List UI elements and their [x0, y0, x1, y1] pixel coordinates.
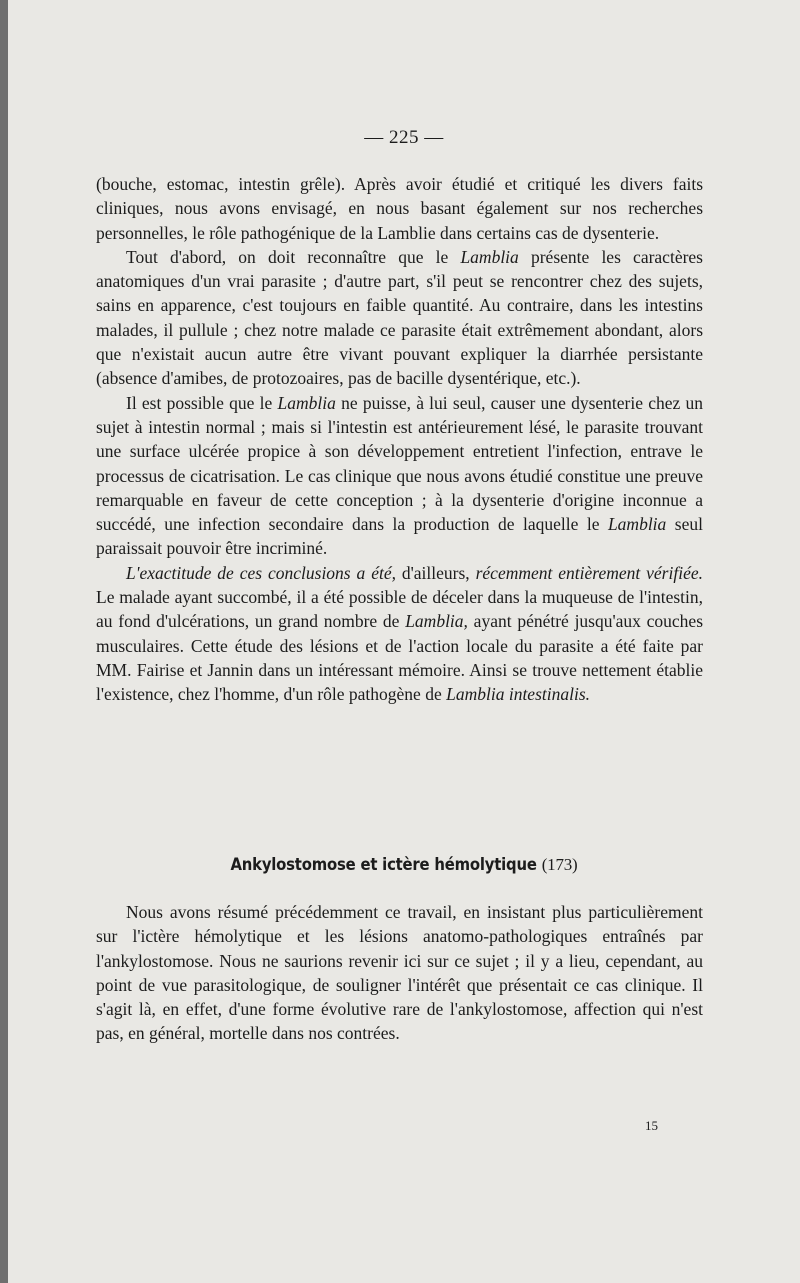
paragraph-4-text-d: Le malade ayant succombé, il a été possible de déceler dans la muqueuse de l'intestin, au fond d'ulcérations, un grand nombre de	[96, 587, 703, 632]
paragraph-3-italic-lamblia-2: Lamblia	[607, 514, 667, 535]
paragraph-4-italic-lamblia: Lamblia,	[405, 611, 468, 632]
paragraph-4-text-b: d'ailleurs,	[395, 562, 476, 583]
paragraph-4-italic-exactitude: L'exactitude de ces conclusions a été,	[126, 562, 396, 583]
paragraph-2-italic-lamblia: Lamblia	[460, 246, 519, 267]
paragraph-3	[96, 391, 703, 561]
paragraph-3-text-a: Il est possible que le	[126, 392, 278, 413]
section-heading	[8, 855, 800, 875]
paragraph-2-text-c: présente les caractères anatomiques d'un vrai parasite ; d'autre part, s'il peut se rencontrer chez des sujets, sains en apparence, c'est toujours en faible quantité. Au contraire, dans les intestins malades, il pullule ; chez notre malade ce parasite était extrêmement abondant, alors que n'existait aucun autre être vivant pouvant expliquer la diarrhée persistante (absence d'amibes, de protozoaires, pas de bacille dysentérique, etc.).	[96, 246, 703, 389]
paragraph-3-text-c: ne puisse, à lui seul, causer une dysenterie chez un sujet à intestin normal ; mais si l'intestin est antérieurement lésé, le parasite trouvant une surface ulcérée propice à son développement entretient l'infection, entrave le processus de cicatrisation. Le cas clinique que nous avons étudié constitue une preuve remarquable en faveur de cette conception ; à la dysenterie d'origine inconnue a succédé, une infection secondaire dans la production de laquelle le	[96, 392, 703, 535]
paragraph-4-italic-verifiee: récemment entièrement vérifiée.	[475, 562, 703, 583]
paragraph-4-italic-lamblia-intestinalis: Lamblia intestinalis.	[446, 684, 591, 705]
paragraph-2	[96, 245, 703, 391]
paragraph-3-italic-lamblia-1: Lamblia	[277, 392, 336, 413]
section-ref: (173)	[541, 855, 578, 874]
paragraph-4-text-f: ayant pénétré jusqu'aux couches musculaires. Cette étude des lésions et de l'action locale du parasite a été faite par MM. Fairise et Jannin dans un intéressant mémoire. Ainsi se trouve nettement établie l'existence, chez l'homme, d'un rôle pathogène de	[96, 611, 704, 705]
page-number: — 225 —	[364, 127, 444, 148]
section-text	[96, 900, 703, 1046]
folio-number: 15	[645, 1118, 658, 1133]
section-title: Ankylostomose et ictère hémolytique	[230, 855, 537, 874]
paragraph-2-text-a: Tout d'abord, on doit reconnaître que le	[126, 246, 461, 267]
paragraph-1: (bouche, estomac, intestin grêle). Après avoir étudié et critiqué les divers faits cliniques, nous avons envisagé, en nous basant également sur nos recherches personnelles, le rôle pathogénique de la Lamblie dans certains cas de dysenterie.	[96, 174, 703, 243]
paragraph-3-text-e: seul paraissait pouvoir être incriminé.	[96, 514, 703, 559]
paragraph-4	[96, 561, 703, 707]
section-paragraph: Nous avons résumé précédemment ce travail, en insistant plus particulièrement sur l'ictère hémolytique et les lésions anatomo-pathologiques entraînés par l'ankylostomose. Nous ne saurions revenir ici sur ce sujet ; il y a lieu, cependant, au point de vue parasitologique, de souligner l'intérêt que présentait ce cas clinique. Il s'agit là, en effet, d'une forme évolutive rare de l'ankylostomose, affection qui n'est pas, en général, mortelle dans nos contrées.	[96, 902, 703, 1044]
document-page	[8, 0, 800, 1283]
main-text	[96, 172, 703, 707]
